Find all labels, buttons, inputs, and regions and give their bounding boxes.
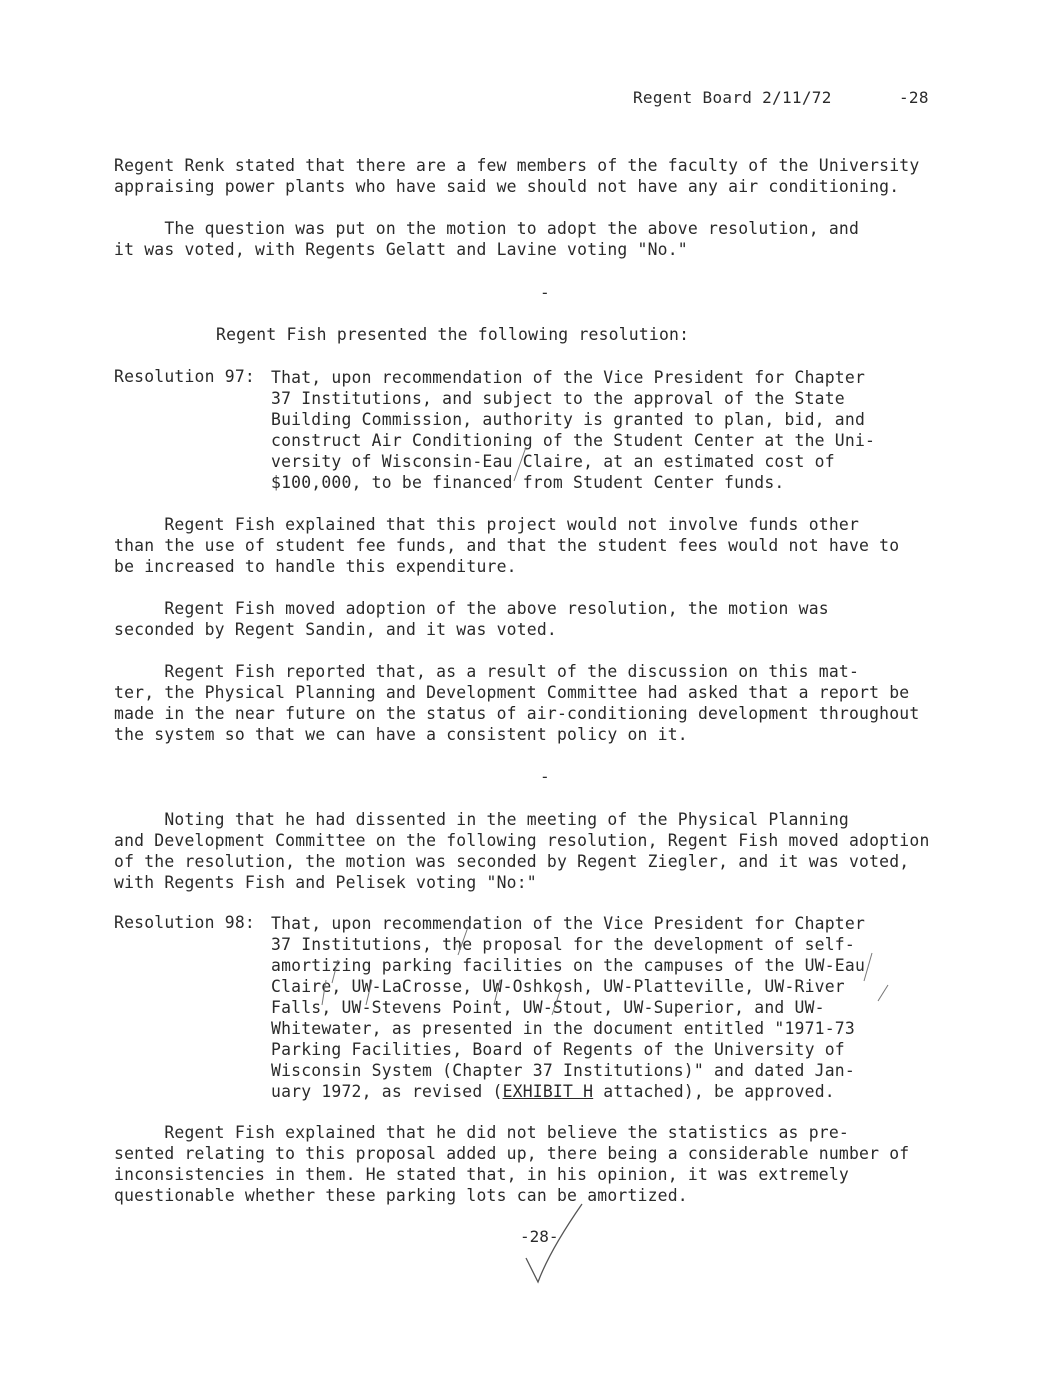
paragraph-fish-explain-2: Regent Fish explained that he did not believe the statistics as pre- sented relating to this proposal added up, there being a considerable number of inconsistencies in them. He stated that, in his opinion, it was extremely questionable whether these parking lots can be amortized. (114, 1123, 910, 1205)
paragraph-renk: Regent Renk stated that there are a few members of the faculty of the University appraising power plants who have said we should not have any air conditioning. (114, 156, 920, 196)
paragraph-fish-explain-1: Regent Fish explained that this project would not involve funds other than the use of student fee funds, and that the student fees would not have to be increased to handle this expenditure. (114, 515, 900, 576)
paragraph-noting: Noting that he had dissented in the meeting of the Physical Planning and Development Committee on the following resolution, Regent Fish moved adoption of the resolution, the motion was seconded by Regent Ziegler, and it was voted, with Regents Fish and Pelisek voting "No:" (114, 810, 930, 892)
section-separator: - (540, 767, 550, 786)
resolution-97-label: Resolution 97: (114, 367, 255, 386)
paragraph-fish-report: Regent Fish reported that, as a result of the discussion on this mat- ter, the Physical Planning and Development Committee had asked that a report be made in the near future on the status of air-conditioning development throughout the system so that we can have a consistent policy on it. (114, 662, 920, 744)
resolution-98-text-end: attached), be approved. (593, 1082, 835, 1101)
resolution-98-text: That, upon recommendation of the Vice President for Chapter 37 Institutions, the proposal for the development of self- amortizing parking facilities on the campuses of the UW-Eau Claire, UW-LaCrosse, UW-Oshkosh, UW-Platteville, UW-River Falls, UW-Stevens Point, UW-Stout, UW-Superior, and UW- Whitewater, as presented in the document entitled "1971-73 Parking Facilities, Board of Regents of the University of Wisconsin System (Chapter 37 Institutions)" and dated Jan- uary 1972, as revised ( (271, 914, 866, 1101)
paragraph-fish-moved: Regent Fish moved adoption of the above resolution, the motion was seconded by Regent Sandin, and it was voted. (114, 599, 829, 639)
header-page-number: -28 (899, 88, 929, 107)
checkmark-icon (520, 1200, 590, 1290)
paragraph-fish-present: Regent Fish presented the following resolution: (216, 325, 690, 344)
pencil-marks-icon (260, 925, 900, 1045)
footer-page-number: -28- (520, 1227, 559, 1246)
pencil-tick-icon (500, 445, 540, 485)
section-separator: - (540, 283, 550, 302)
paragraph-vote-1: The question was put on the motion to adopt the above resolution, and it was voted, with Regents Gelatt and Lavine voting "No." (114, 219, 860, 259)
header-title: Regent Board 2/11/72 (633, 88, 832, 107)
page-header (633, 88, 953, 107)
resolution-98-label: Resolution 98: (114, 913, 255, 932)
exhibit-reference: EXHIBIT H (502, 1082, 594, 1101)
resolution-97-body: That, upon recommendation of the Vice President for Chapter 37 Institutions, and subject to the approval of the State Building Commission, authority is granted to plan, bid, and construct Air Conditioning of the Student Center at the Uni- versity of Wisconsin-Eau Claire, at an estimated cost of $100,000, to be financed from Student Center funds. (271, 368, 876, 492)
